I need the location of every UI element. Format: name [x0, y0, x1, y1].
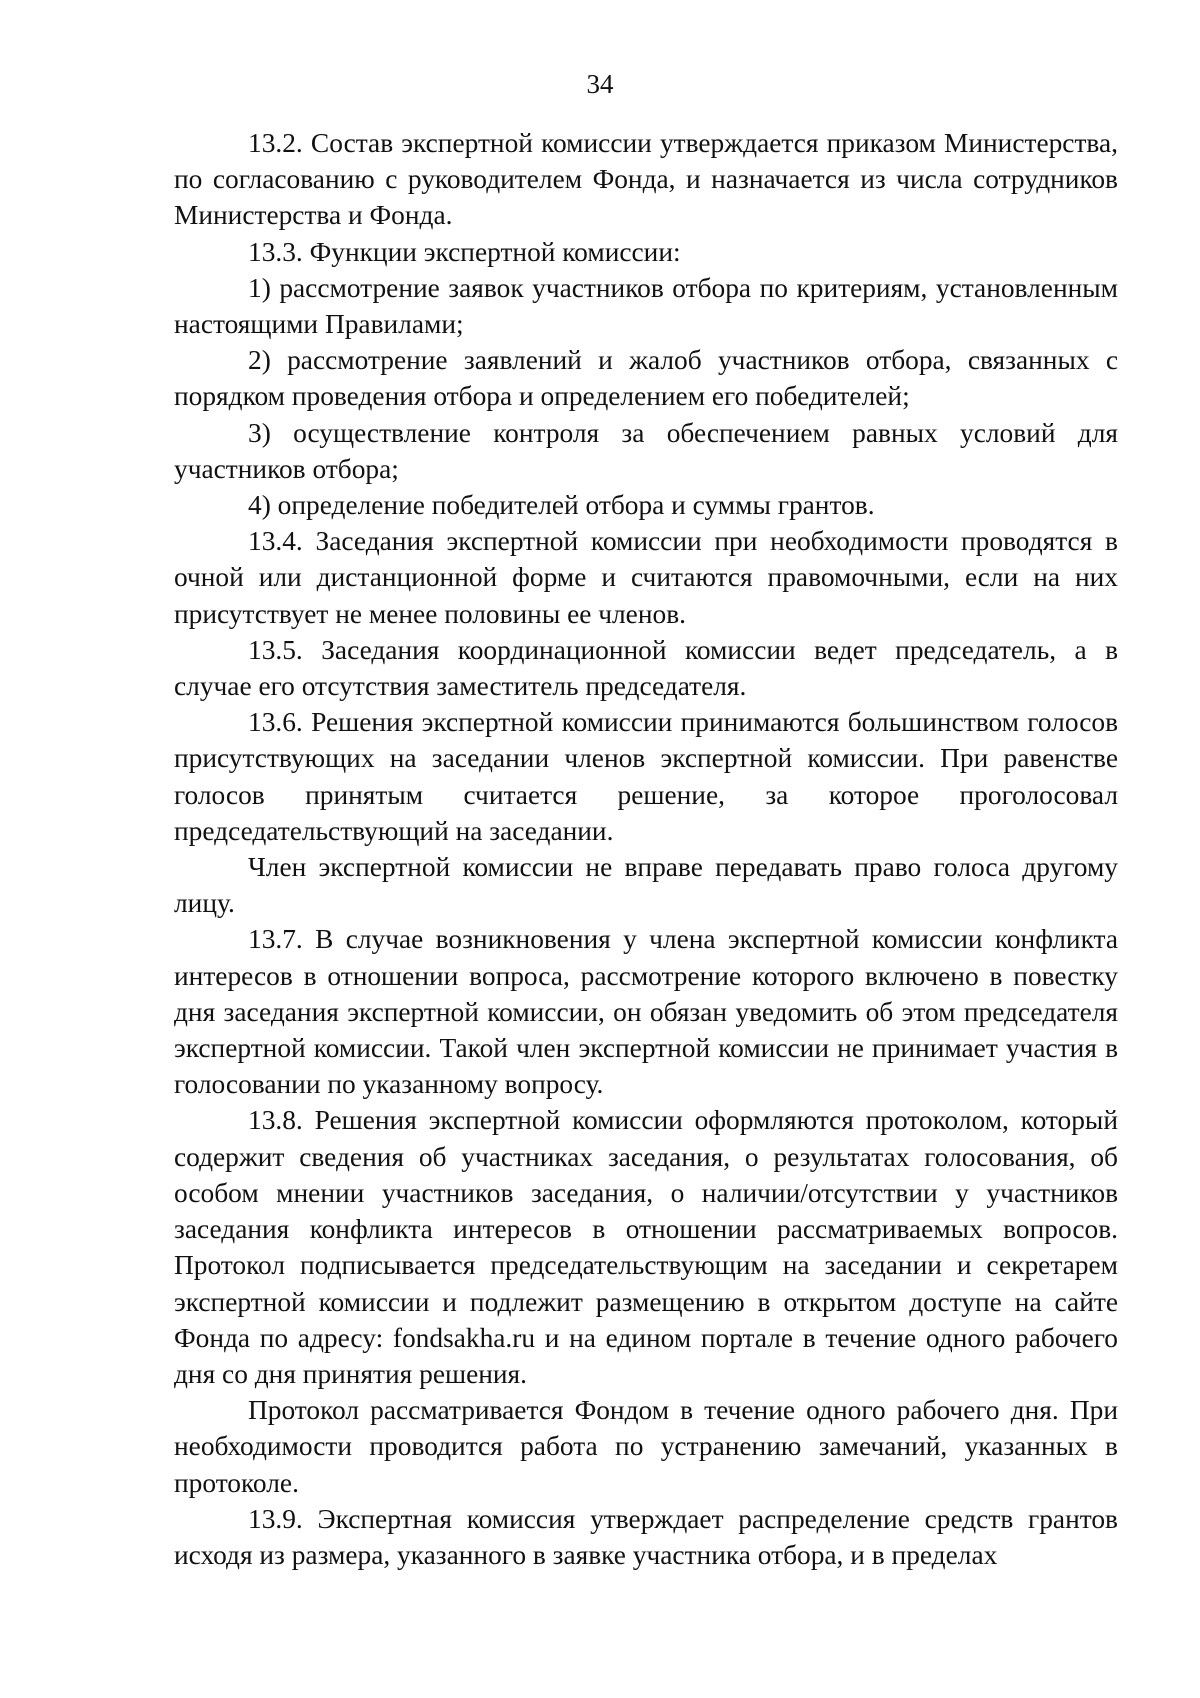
list-item-3: 3) осуществление контроля за обеспечением равных условий для участников отбора; [174, 417, 1118, 484]
list-item-4: 4) определение победителей отбора и суммы грантов. [248, 490, 875, 521]
paragraph-13-4: 13.4. Заседания экспертной комиссии при необходимости проводятся в очной или дистанционной форме и считаются правомочными, если на них присутствует не менее половины ее членов. [174, 526, 1118, 629]
page-number: 34 [586, 69, 614, 99]
paragraph-13-7: 13.7. В случае возникновения у члена экспертной комиссии конфликта интересов в отношении вопроса, рассмотрение которого включено в повестку дня заседания экспертной комиссии, он обязан уведомить об этом председателя экспертной комиссии. Такой член экспертной комиссии не принимает участия в голосовании по указанному вопросу. [174, 924, 1118, 1100]
paragraph-13-9: 13.9. Экспертная комиссия утверждает распределение средств грантов исходя из размера, указанного в заявке участника отбора, и в пределах [174, 1503, 1118, 1570]
paragraph-13-3: 13.3. Функции экспертной комиссии: [248, 236, 681, 267]
paragraph-13-5: 13.5. Заседания координационной комиссии ведет председатель, а в случае его отсутствия заместитель председателя. [174, 634, 1118, 702]
paragraph-13-8-protocol-review: Протокол рассматривается Фондом в течение одного рабочего дня. При необходимости проводится работа по устранению замечаний, указанных в протоколе. [174, 1395, 1118, 1498]
paragraph-13-2: 13.2. Состав экспертной комиссии утверждается приказом Министерства, по согласованию с руководителем Фонда, и назначается из числа сотрудников Министерства и Фонда. [174, 128, 1118, 231]
paragraph-13-6: 13.6. Решения экспертной комиссии принимаются большинством голосов присутствующих на заседании членов экспертной комиссии. При равенстве голосов принятым считается решение, за которое проголосовал председательствующий на заседании. [174, 707, 1118, 846]
paragraph-13-6-member-vote: Член экспертной комиссии не вправе передавать право голоса другому лицу. [174, 852, 1118, 919]
document-body [174, 125, 1118, 1573]
paragraph-13-8: 13.8. Решения экспертной комиссии оформляются протоколом, который содержит сведения об участниках заседания, о результатах голосования, об особом мнении участников заседания, о наличии/отсутствии у участников заседания конфликта интересов в отношении рассматриваемых вопросов. Протокол подписывается председательствующим на заседании и секретарем экспертной комиссии и подлежит размещению в открытом доступе на сайте Фонда по адресу: fondsakha.ru и на едином портале в течение одного рабочего дня со дня принятия решения. [174, 1105, 1118, 1389]
list-item-2: 2) рассмотрение заявлений и жалоб участников отбора, связанных с порядком проведения отбора и определением его победителей; [174, 345, 1118, 412]
list-item-1: 1) рассмотрение заявок участников отбора по критериям, установленным настоящими Правилами; [174, 272, 1118, 340]
